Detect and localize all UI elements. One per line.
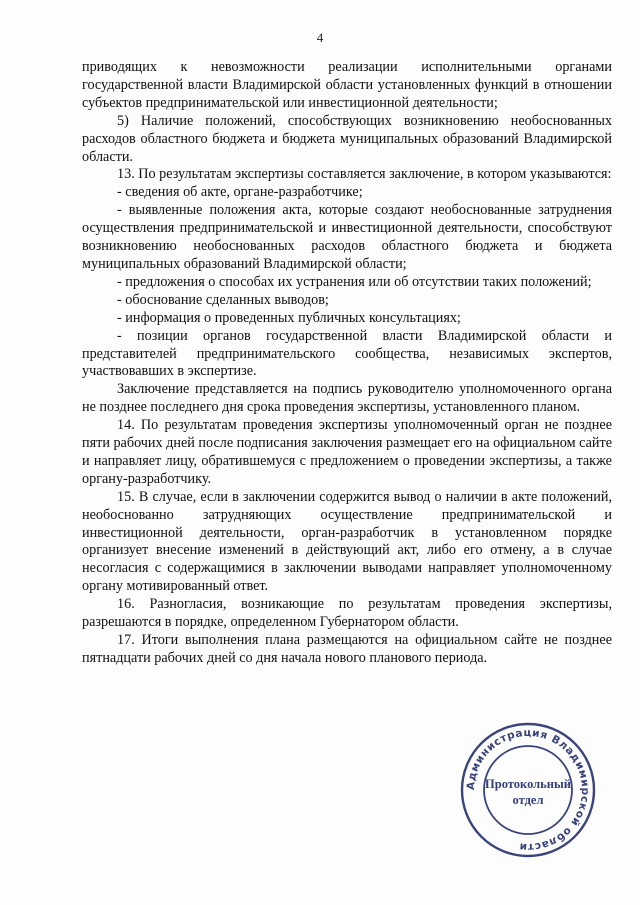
stamp-ring-text: Администрация Владимирской области <box>464 726 592 854</box>
list-item-justification: - обоснование сделанных выводов; <box>117 291 329 308</box>
paragraph-continuation: приводящих к невозможности реализации исполнительными органами государственной власти Владимирской области установленных функций в отношении субъектов предпринимательской или инвестиционной деятельности; <box>82 59 612 111</box>
paragraph-15: 15. В случае, если в заключении содержится вывод о наличии в акте положений, необоснованно затрудняющих осуществление предпринимательской и инвестиционной деятельности, орган-разработчик в установленном порядке организует внесение изменений в действующий акт, либо его отмену, а в случае несогласия с содержащимися в заключении выводами направляет уполномоченному органу мотивированный ответ. <box>82 488 612 595</box>
stamp-center-line2: отдел <box>512 793 544 807</box>
page-number: 4 <box>316 30 324 45</box>
paragraph-16: 16. Разногласия, возникающие по результатам проведения экспертизы, разрешаются в порядке, определенном Губернатором области. <box>82 596 612 631</box>
paragraph-item-5: 5) Наличие положений, способствующих возникновению необоснованных расходов областного бюджета и бюджета муниципальных образований Владимирской области. <box>82 112 612 165</box>
official-stamp <box>458 720 598 860</box>
paragraph-signature: Заключение представляется на подпись руководителю уполномоченного органа не позднее последнего дня срока проведения экспертизы, установленного планом. <box>82 381 612 416</box>
list-item-proposals: - предложения о способах их устранения или об отсутствии таких положений; <box>117 273 592 290</box>
document-body <box>82 59 612 668</box>
list-item-consultations: - информация о проведенных публичных консультациях; <box>117 309 461 326</box>
paragraph-13: 13. По результатам экспертизы составляется заключение, в котором указываются: <box>117 166 612 183</box>
paragraph-17: 17. Итоги выполнения плана размещаются на официальном сайте не позднее пятнадцати рабочих дней со дня начала нового планового периода. <box>82 632 612 666</box>
stamp-center-line1: Протокольный <box>485 777 571 791</box>
paragraph-14: 14. По результатам проведения экспертизы уполномоченный орган не позднее пяти рабочих дней после подписания заключения размещает его на официальном сайте и направляет лицу, обратившемуся с предложением о проведении экспертизы, а также органу-разработчику. <box>82 417 613 487</box>
list-item-revealed-provisions: - выявленные положения акта, которые создают необоснованные затруднения осуществления предпринимательской и инвестиционной деятельности, способствуют возникновению необоснованных расходов областного бюджета и бюджета муниципальных образований Владимирской области; <box>82 202 612 272</box>
list-item-positions: - позиции органов государственной власти Владимирской области и представителей предпринимательского сообщества, независимых экспертов, участвовавших в экспертизе. <box>82 327 612 380</box>
list-item-act-info: - сведения об акте, органе-разработчике; <box>117 184 363 201</box>
